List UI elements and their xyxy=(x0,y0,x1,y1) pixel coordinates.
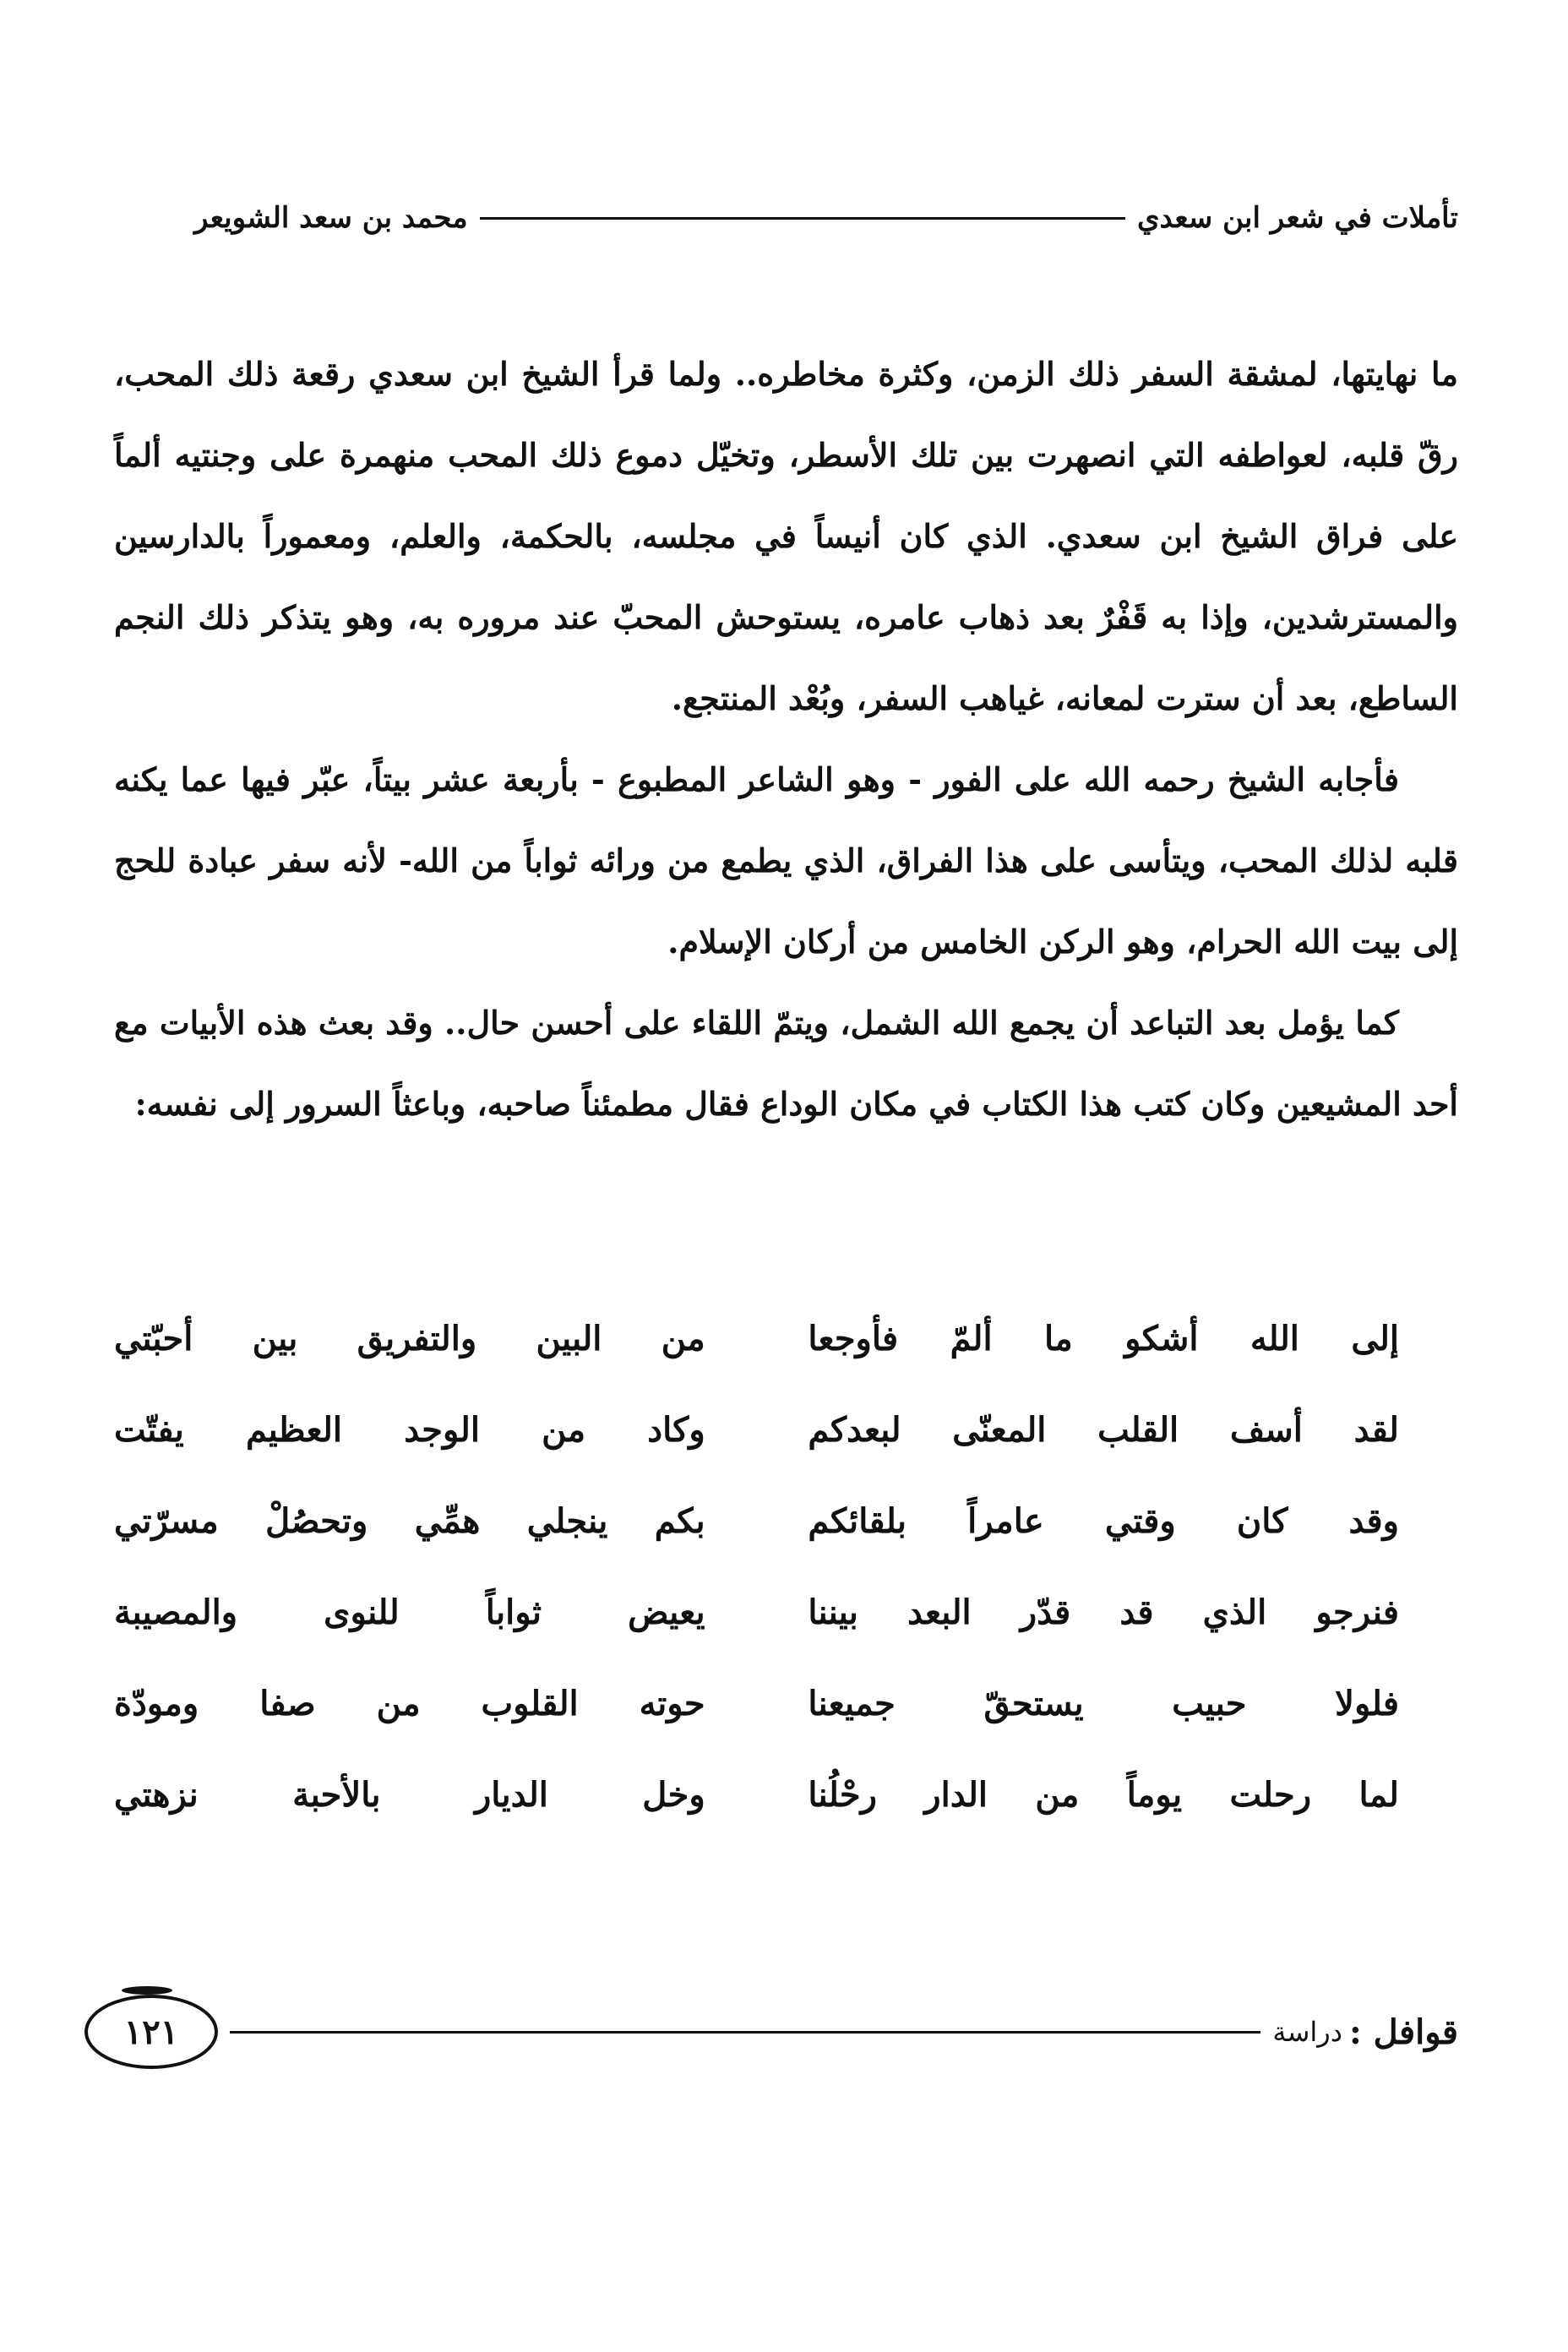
poem xyxy=(114,1293,1399,1840)
verse-second-half: يعيض ثواباً للنوى والمصيبة xyxy=(114,1592,705,1632)
poem-verse xyxy=(114,1384,1399,1475)
verse-second-half: حوته القلوب من صفا ومودّة xyxy=(114,1683,705,1723)
verse-first-half: لما رحلت يوماً من الدار رحْلُنا xyxy=(808,1774,1399,1815)
journal-name: قوافل : xyxy=(1348,2012,1458,2052)
verse-first-half: لقد أسف القلب المعنّى لبعدكم xyxy=(808,1409,1399,1450)
body-text xyxy=(114,334,1458,1145)
verse-first-half: وقد كان وقتي عامراً بلقائكم xyxy=(808,1500,1399,1541)
verse-second-half: من البين والتفريق بين أحبّتي xyxy=(114,1318,705,1358)
author-name: محمد بن سعد الشويعر xyxy=(194,201,468,235)
verse-second-half: وخل الديار بالأحبة نزهتي xyxy=(114,1774,705,1815)
poem-verse xyxy=(114,1658,1399,1749)
footer-rule xyxy=(230,2031,1260,2034)
section-name: دراسة xyxy=(1272,2016,1342,2048)
page-number-badge xyxy=(84,1995,218,2069)
book-title: تأملات في شعر ابن سعدي xyxy=(1136,201,1458,235)
paragraph: ما نهايتها، لمشقة السفر ذلك الزمن، وكثرة مخاطره.. ولما قرأ الشيخ ابن سعدي رقعة ذلك المحب، رقّ قلبه، لعواطفه التي انصهرت بين تلك الأسطر، وتخيّل دموع ذلك المحب منهمرة على وجنتيه ألماً على فراق الشيخ ابن سعدي. الذي كان أنيساً في مجلسه، بالحكمة، والعلم، ومعموراً بالدارسين والمسترشدين، وإذا به قَفْرٌ بعد ذهاب عامره، يستوحش المحبّ عند مروره به، وهو يتذكر ذلك النجم الساطع، بعد أن سترت لمعانه، غياهب السفر، وبُعْد المنتجع. xyxy=(114,355,1458,717)
verse-first-half: إلى الله أشكو ما ألمّ فأوجعا xyxy=(808,1318,1399,1358)
page-number: ١٢١ xyxy=(123,2012,179,2052)
poem-verse xyxy=(114,1293,1399,1384)
poem-verse xyxy=(114,1749,1399,1840)
poem-verse xyxy=(114,1566,1399,1658)
paragraph: فأجابه الشيخ رحمه الله على الفور - وهو الشاعر المطبوع - بأربعة عشر بيتاً، عبّر فيها عما يكنه قلبه لذلك المحب، ويتأسى على هذا الفراق، الذي يطمع من ورائه ثواباً من الله- لأنه سفر عبادة للحج إلى بيت الله الحرام، وهو الركن الخامس من أركان الإسلام. xyxy=(114,760,1458,961)
verse-second-half: وكاد من الوجد العظيم يفتّت xyxy=(114,1409,705,1450)
poem-verse xyxy=(114,1475,1399,1566)
paragraph: كما يؤمل بعد التباعد أن يجمع الله الشمل، ويتمّ اللقاء على أحسن حال.. وقد بعث هذه الأبيات مع أحد المشيعين وكان كتب هذا الكتاب في مكان الوداع فقال مطمئناً صاحبه، وباعثاً السرور إلى نفسه: xyxy=(114,1004,1458,1123)
verse-second-half: بكم ينجلي همِّي وتحصُلْ مسرّتي xyxy=(114,1500,705,1541)
verse-first-half: فلولا حبيب يستحقّ جميعنا xyxy=(808,1683,1399,1723)
verse-first-half: فنرجو الذي قد قدّر البعد بيننا xyxy=(808,1592,1399,1632)
header-rule xyxy=(480,217,1125,220)
running-footer xyxy=(84,1994,1458,2070)
running-header xyxy=(194,193,1458,243)
